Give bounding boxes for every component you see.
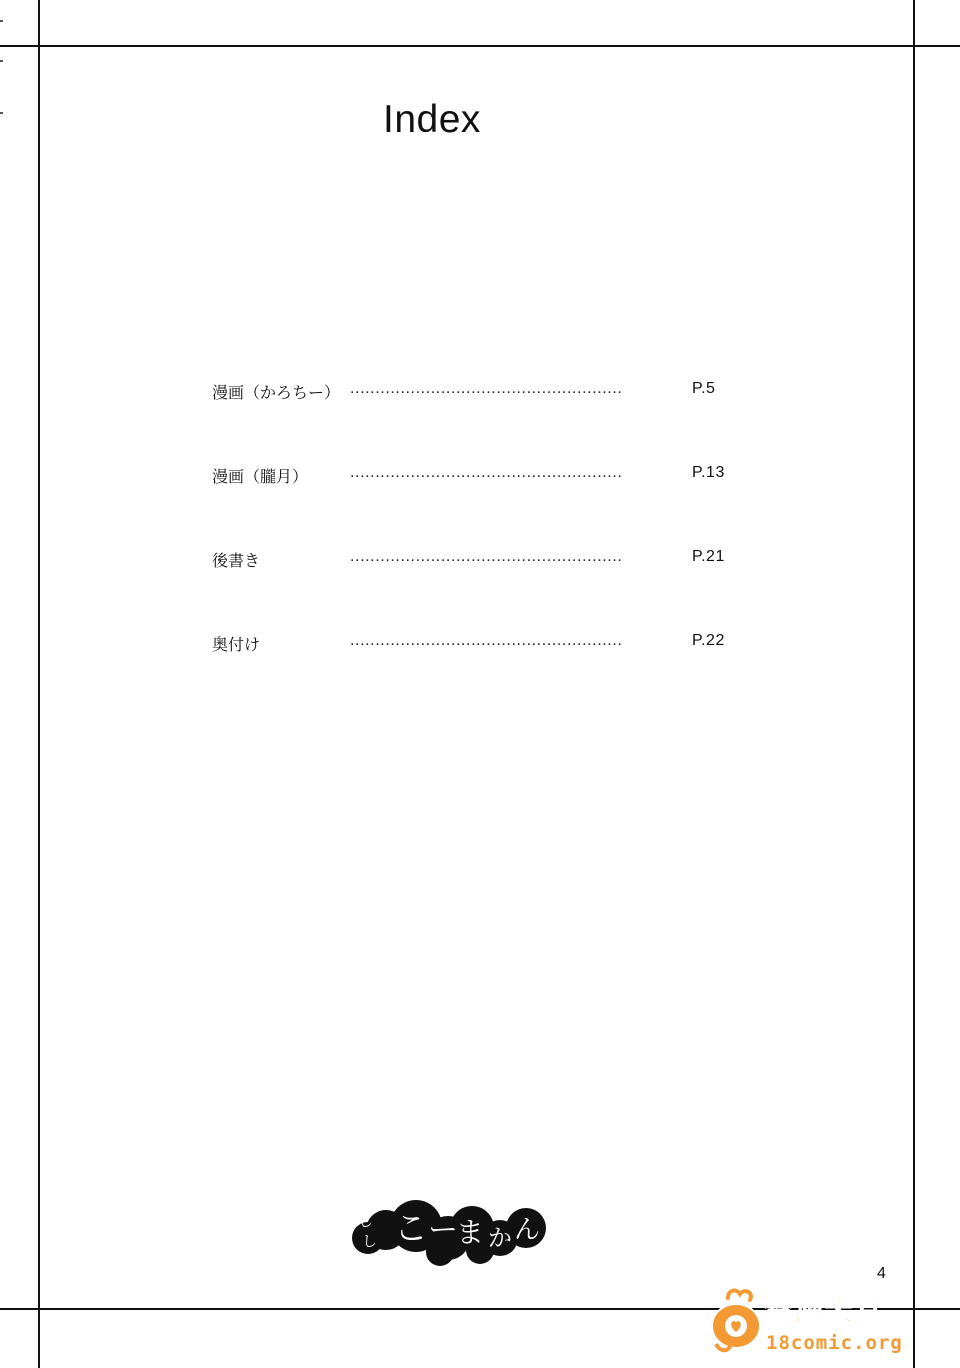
circle-logo — [350, 1190, 550, 1270]
logo-char: ー — [428, 1213, 458, 1248]
toc-entry — [212, 380, 752, 404]
site-watermark — [706, 1282, 956, 1368]
logo-char: し — [358, 1212, 374, 1230]
toc-entry — [212, 632, 752, 656]
toc-leader-dots: ...................................................... — [350, 548, 623, 565]
logo-char: ん — [514, 1215, 541, 1245]
page-number: 4 — [877, 1265, 886, 1282]
trim-line-top — [0, 45, 960, 47]
trim-line-left — [38, 0, 40, 1368]
toc-entry-label: 漫画（朧月） — [212, 467, 309, 486]
mascot-icon — [706, 1286, 764, 1356]
edge-tick — [0, 20, 3, 22]
toc-page-number: P.22 — [692, 632, 725, 649]
toc-page-number: P.13 — [692, 464, 725, 481]
toc-entry-label: 後書き — [212, 551, 261, 570]
watermark-site-url: 18comic.org — [766, 1332, 903, 1354]
toc-entry-label: 奥付け — [212, 635, 261, 654]
trim-line-right — [913, 0, 915, 1368]
toc-entry — [212, 548, 752, 572]
toc-leader-dots: ...................................................... — [350, 632, 623, 649]
toc-entry-label: 漫画（かろちー） — [212, 383, 341, 402]
toc-page-number: P.5 — [692, 380, 716, 397]
toc-leader-dots: ...................................................... — [350, 380, 623, 397]
logo-char: こ — [394, 1209, 428, 1249]
toc-page-number: P.21 — [692, 548, 725, 565]
watermark-site-name: 禁漫天堂 — [764, 1293, 885, 1327]
toc-entry — [212, 464, 752, 488]
logo-char: ま — [456, 1216, 485, 1249]
page-title: Index — [383, 98, 481, 141]
logo-char: か — [488, 1224, 512, 1252]
logo-char: し — [362, 1232, 378, 1250]
toc-leader-dots: ...................................................... — [350, 464, 623, 481]
edge-tick — [0, 112, 3, 114]
edge-tick — [0, 60, 3, 62]
